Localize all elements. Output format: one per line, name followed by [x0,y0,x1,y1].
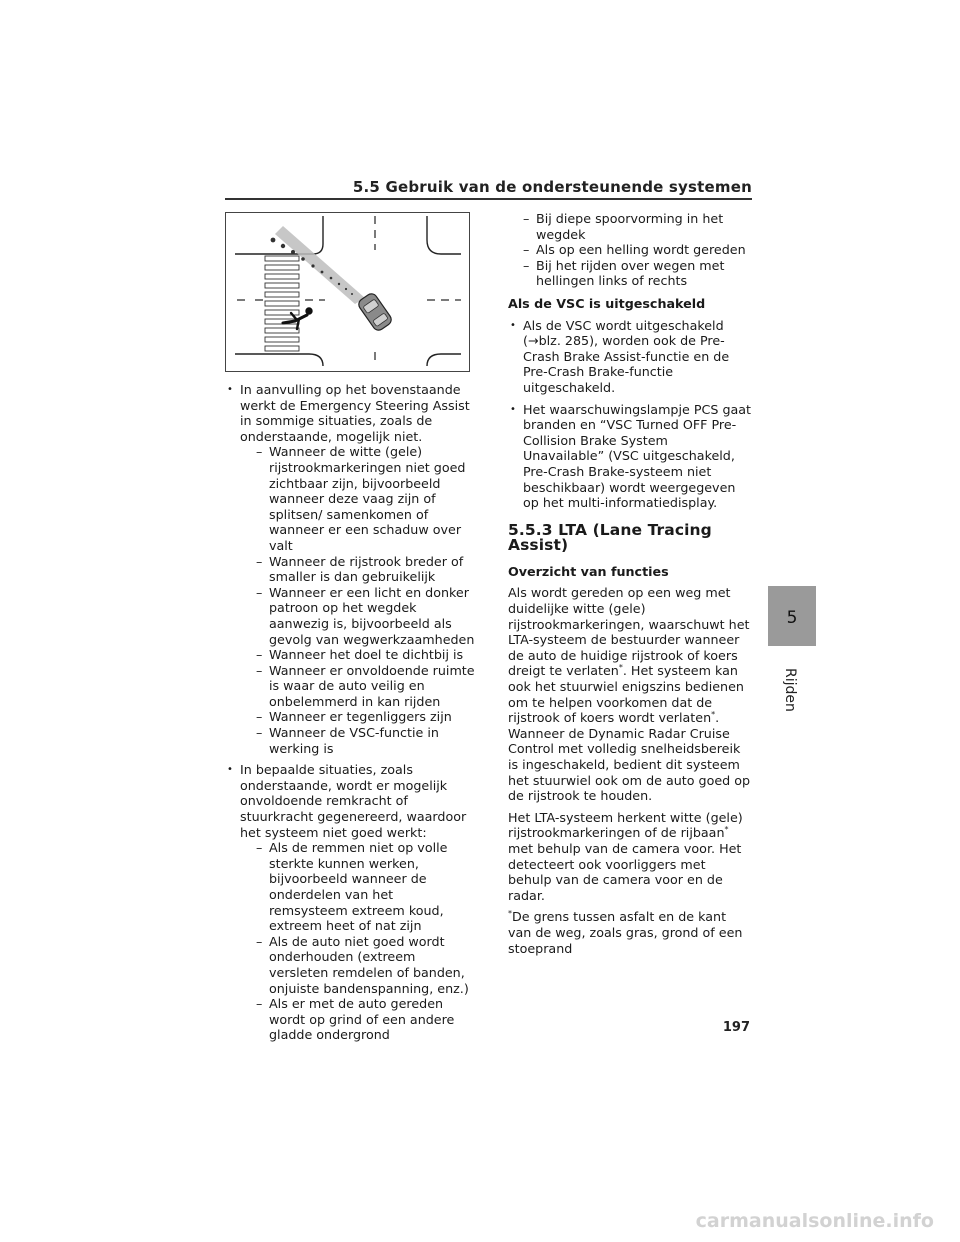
sub-item: – Wanneer de VSC-functie in werking is [256,725,439,756]
left-column [225,382,475,1043]
list-item [225,762,475,1043]
intersection-illustration [225,212,470,372]
right-column [508,211,753,962]
chapter-tab [768,586,816,646]
sub-item: – Bij het rijden over wegen met hellingen links of rechts [523,257,725,289]
chapter-tab-label: Rijden [782,668,798,712]
sub-item: – Als er met de auto gereden wordt op grind of een andere gladde ondergrond [256,996,455,1043]
sub-item: – Wanneer er onvoldoende ruimte is waar de auto veilig en onbelemmerd in kan rijden [256,662,475,709]
section-title: 5.5.3 LTA (Lane Tracing Assist) [508,520,712,555]
sub-item: – Als de auto niet goed wordt onderhouden (extreem versleten remdelen of banden, onjuiste bandenspanning, enz.) [256,933,469,996]
detection-paragraph: Het LTA-systeem herkent witte (gele) rijstrookmarkeringen of de rijbaan* met behulp van de camera voor. Het detecteert ook voorliggers met behulp van de camera voor en de radar. [508,809,743,903]
chapter-tab-number: 5 [786,608,798,628]
overview-heading: Overzicht van functies [508,563,669,579]
sub-item: – Wanneer het doel te dichtbij is [256,647,464,663]
bullet-text: In aanvulling op het bovenstaande werkt de Emergency Steering Assist in sommige situaties, zoals de onderstaande, mogelijk niet. [240,382,470,444]
overview-paragraph: Als wordt gereden op een weg met duidelijke witte (gele) rijstrookmarkeringen, waarschuwt het LTA-systeem de bestuurder wanneer de auto de huidige rijstrook of koers dreigt te verlaten*. Het systeem kan ook het stuurwiel enigszins bedienen om te helpen voorkomen dat de rijstrook of koers wordt verlaten*. Wanneer de Dynamic Radar Cruise Control met volledig snelheidsbereik is ingeschakeld, bedient dit systeem het stuurwiel ook om de auto goed op de rijstrook te houden. [508,585,751,804]
sub-item: – Bij diepe spoorvorming in het wegdek [523,211,724,242]
list-item: • Het waarschuwingslampje PCS gaat branden en “VSC Turned OFF Pre-Collision Brake System Unavailable” (VSC uitgeschakeld, Pre-Crash Brake-systeem niet beschikbaar) wordt weergegeven op het multi-informatiedisplay. [508,402,753,511]
bullet-text: In bepaalde situaties, zoals onderstaande, wordt er mogelijk onvoldoende remkracht of stuurkracht gegenereerd, waardoor het systeem niet goed werkt: [240,762,467,840]
sub-item: – Wanneer de witte (gele) rijstrookmarkeringen niet goed zichtbaar zijn, bijvoorbeeld wanneer deze vaag zijn of splitsen/ samenkomen of wanneer er een schaduw over valt [256,444,466,553]
sub-item: – Als de remmen niet op volle sterkte kunnen werken, bijvoorbeeld wanneer de onderdelen van het remsysteem extreem koud, extreem heet of nat zijn [256,840,448,934]
list-item: • Als de VSC wordt uitgeschakeld (→blz. 285), worden ook de Pre-Crash Brake Assist-functie en de Pre-Crash Brake-functie uitgeschakeld. [508,318,753,396]
sub-item: – Wanneer de rijstrook breder of smaller is dan gebruikelijk [256,553,464,585]
header-divider [225,198,752,200]
footnote: *De grens tussen asfalt en de kant van de weg, zoals gras, grond of een stoeprand [508,909,743,956]
sub-item: – Wanneer er tegenliggers zijn [256,709,452,725]
sub-item: – Wanneer er een licht en donker patroon op het wegdek aanwezig is, bijvoorbeeld als gevolg van wegwerkzaamheden [256,584,475,647]
sub-item: – Als op een helling wordt gereden [523,242,746,258]
vsc-heading: Als de VSC is uitgeschakeld [508,295,706,311]
watermark: carmanualsonline.info [695,1210,934,1232]
list-item [225,382,475,756]
page-number: 197 [722,1020,750,1035]
section-header-title: 5.5 Gebruik van de ondersteunende systemen [352,178,752,196]
